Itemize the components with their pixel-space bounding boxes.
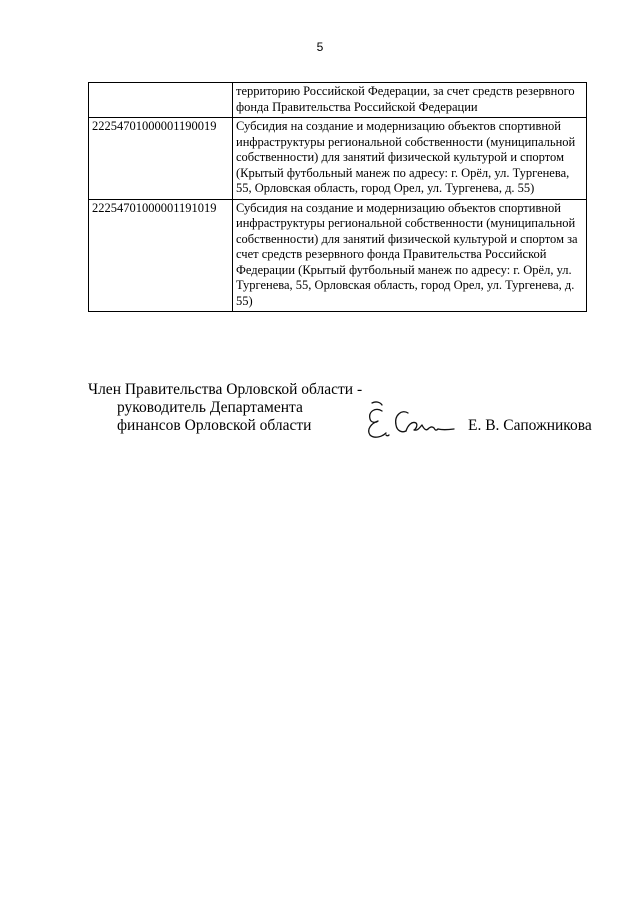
signatory-position-line-2: руководитель Департамента xyxy=(117,399,303,416)
table-row xyxy=(89,118,587,200)
signature-block xyxy=(88,381,598,441)
budget-code-cell xyxy=(89,83,233,118)
handwritten-signature xyxy=(362,399,458,443)
signatory-position-line-1: Член Правительства Орловской области - xyxy=(88,381,363,398)
budget-codes-table xyxy=(88,82,587,312)
table-row xyxy=(89,83,587,118)
signatory-name: Е. В. Сапожникова xyxy=(468,417,592,434)
budget-code-cell: 22254701000001191019 xyxy=(89,199,233,312)
description-cell: Субсидия на создание и модернизацию объектов спортивной инфраструктуры региональной собственности (муниципальной собственности) для занятий физической культурой и спортом за счет средств резервного фонда Правительства Российской Федерации (Крытый футбольный манеж по адресу: г. Орёл, ул. Тургенева, 55, Орловская область, город Орел, ул. Тургенева, д. 55) xyxy=(233,199,587,312)
description-cell: территорию Российской Федерации, за счет средств резервного фонда Правительства Российской Федерации xyxy=(233,83,587,118)
description-cell: Субсидия на создание и модернизацию объектов спортивной инфраструктуры региональной собственности (муниципальной собственности) для занятий физической культурой и спортом (Крытый футбольный манеж по адресу: г. Орёл, ул. Тургенева, 55, Орловская область, город Орел, ул. Тургенева, д. 55) xyxy=(233,118,587,200)
signatory-position-line-3: финансов Орловской области xyxy=(117,417,312,434)
budget-code-cell: 22254701000001190019 xyxy=(89,118,233,200)
table-row xyxy=(89,199,587,312)
page-number: 5 xyxy=(316,40,324,54)
